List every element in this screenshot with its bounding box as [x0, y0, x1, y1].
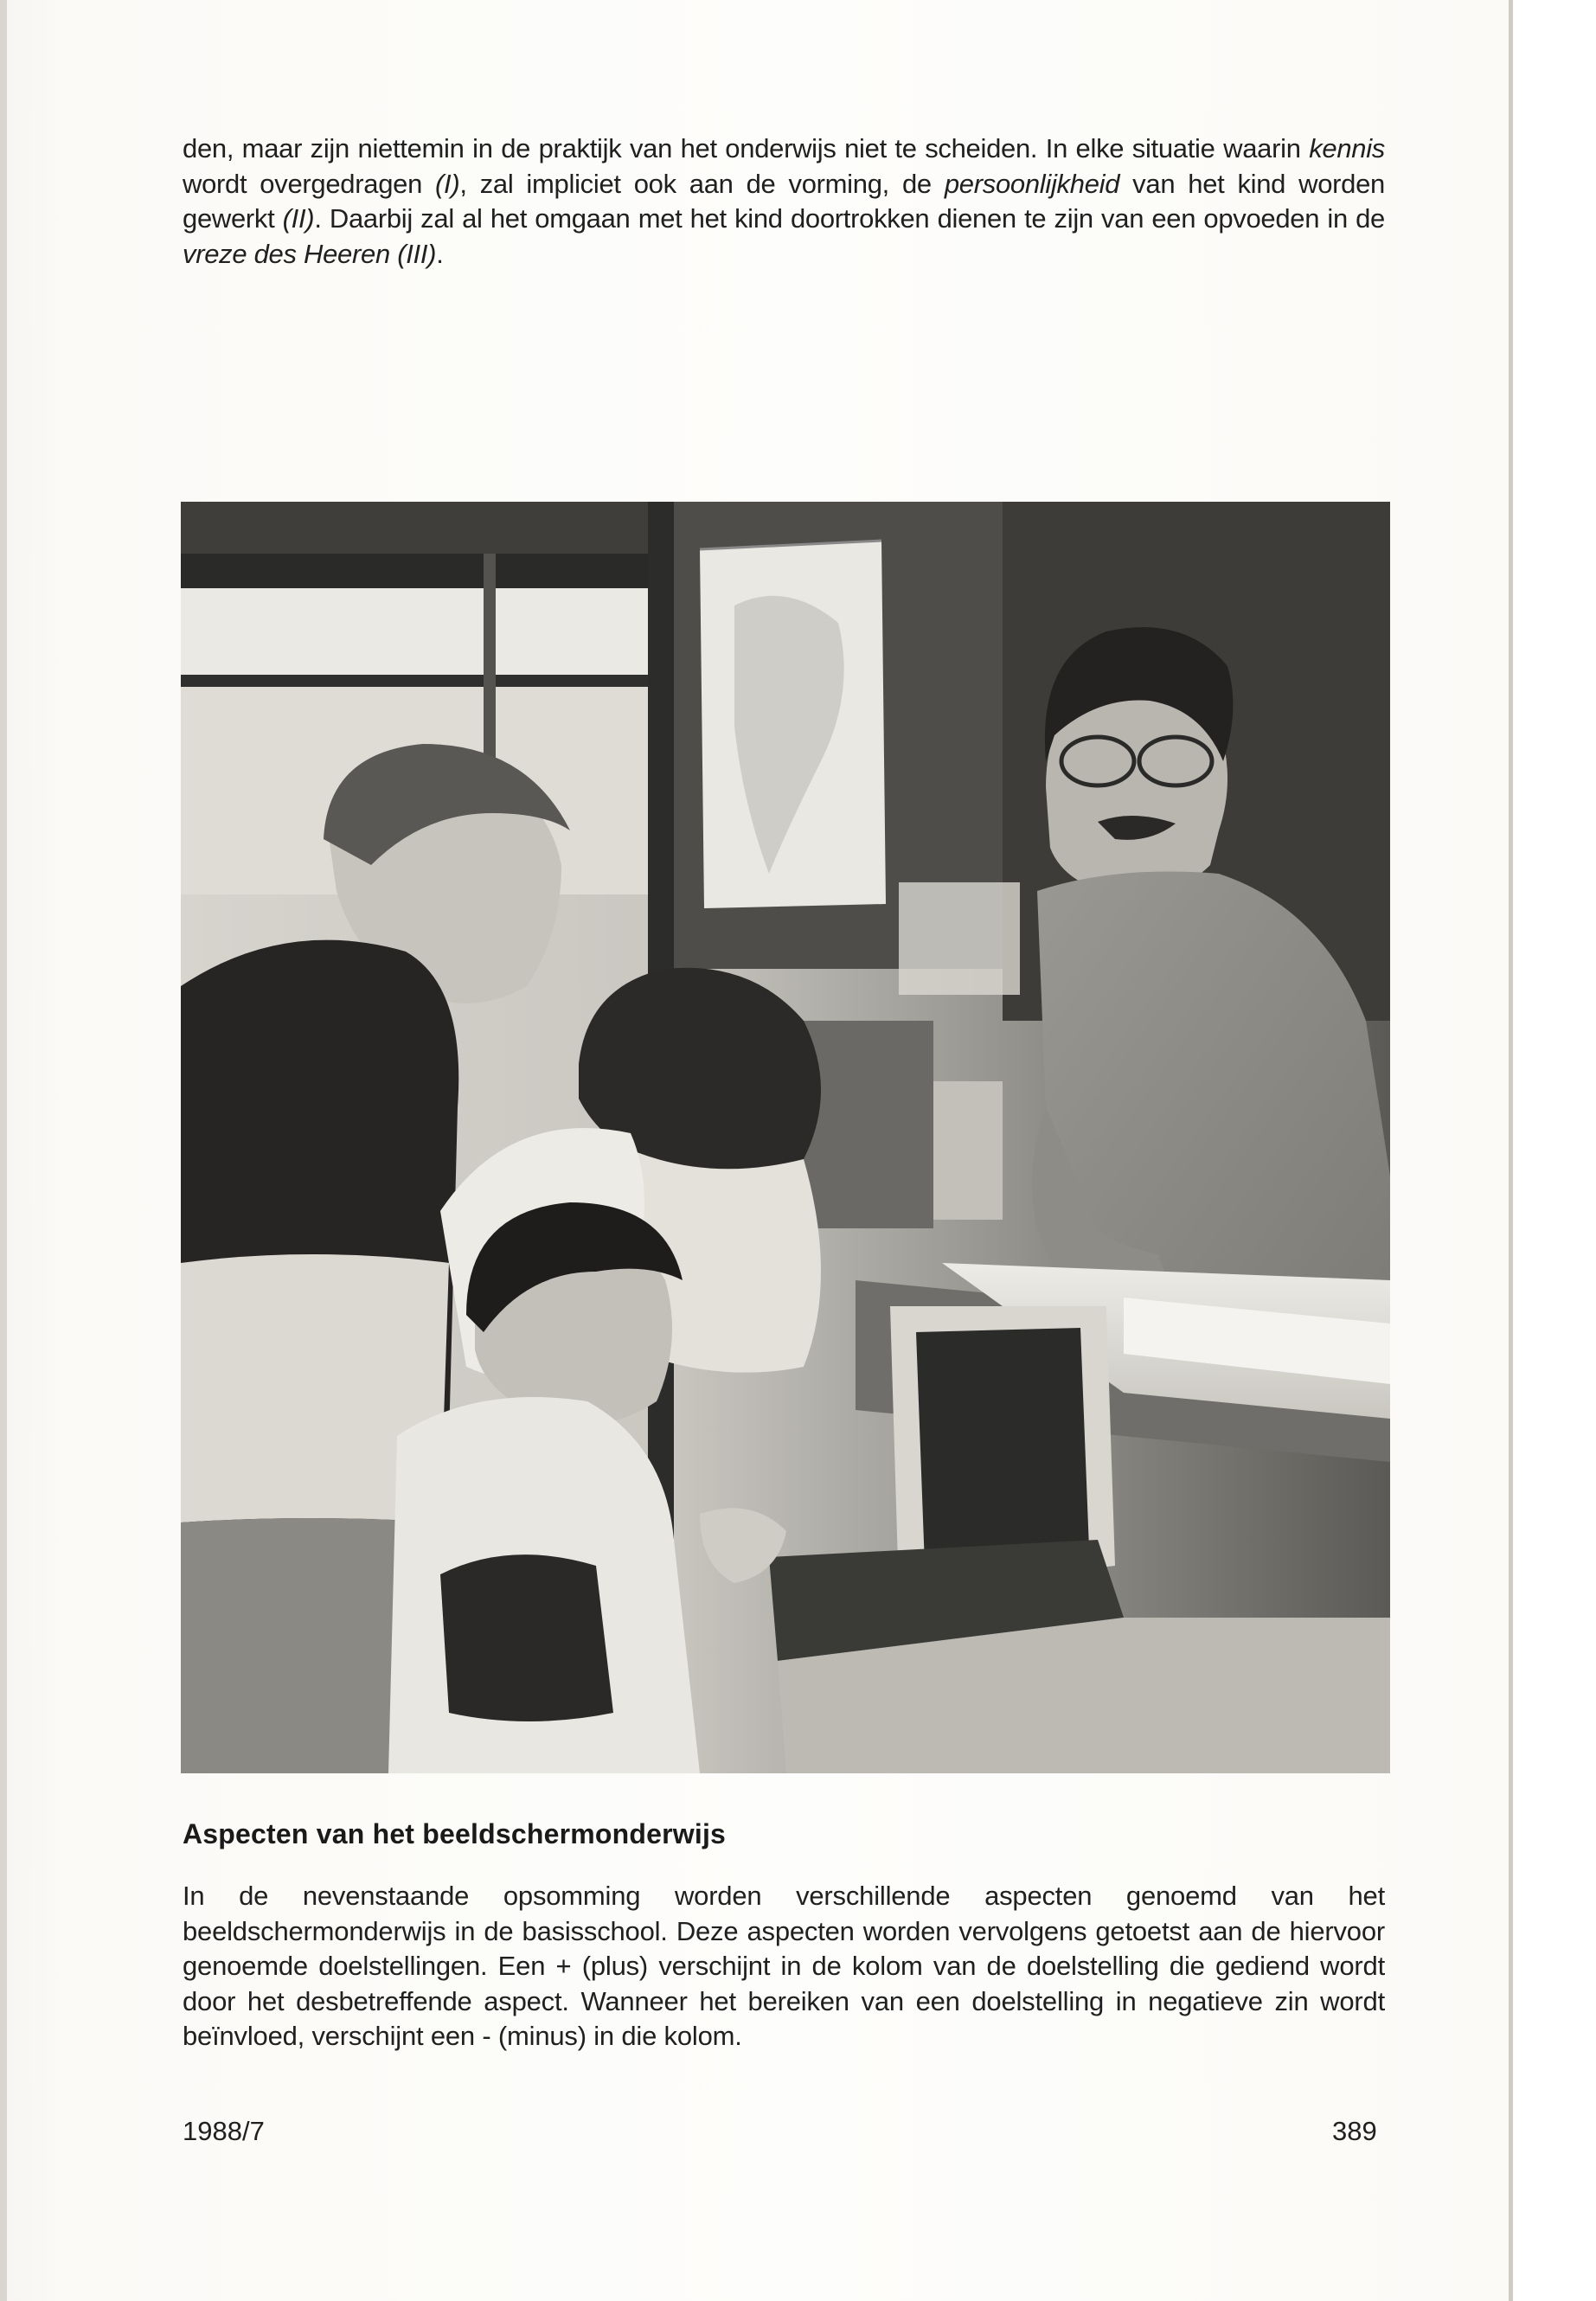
emphasis-ref-1: (I): [435, 168, 460, 199]
emphasis-vreze-des-heeren: vreze des Heeren (III): [183, 238, 437, 269]
emphasis-ref-2: (II): [282, 203, 315, 234]
text-run: .: [436, 238, 444, 269]
body-paragraph-top: [183, 131, 1385, 272]
section-heading: Aspecten van het beeldschermonderwijs: [183, 1818, 727, 1849]
monitor-screen: [916, 1328, 1089, 1566]
page-number: 389: [1332, 2116, 1377, 2146]
body-paragraph-bottom: In de nevenstaande opsomming worden verschillende aspecten genoemd van het beeldschermonderwijs in de basisschool. Deze aspecten worden vervolgens getoetst aan de hiervoor genoemde doelstellingen. Een + (plus) verschijnt in de kolom van de doelstelling die gediend wordt door het desbetreffende aspect. Wanneer het bereiken van een doelstelling in negatieve zin wordt beïnvloed, verschijnt een - (minus) in die kolom.: [183, 1881, 1385, 2051]
scan-margin: [1513, 0, 1596, 2301]
text-run: den, maar zijn niettemin in de praktijk van het onderwijs niet te scheiden. In elke situatie waarin: [183, 133, 1310, 163]
emphasis-persoonlijkheid: persoonlijkheid: [944, 168, 1120, 199]
text-run: , zal impliciet ook aan de vorming, de: [459, 168, 945, 199]
text-run: . Daarbij zal al het omgaan met het kind doortrokken dienen te zijn van een opvoeden in de: [314, 203, 1385, 234]
window: [181, 588, 657, 683]
photo-illustration: [181, 502, 1390, 1773]
issue-number: 1988/7: [183, 2116, 265, 2146]
page-edge-shadow: [0, 0, 7, 2301]
classroom-photo: [181, 502, 1390, 1773]
text-run: wordt overgedragen: [183, 168, 436, 199]
wall-map: [700, 541, 886, 908]
text-run: van het kind worden gewerkt: [183, 168, 1385, 234]
emphasis-kennis: kennis: [1309, 133, 1385, 163]
